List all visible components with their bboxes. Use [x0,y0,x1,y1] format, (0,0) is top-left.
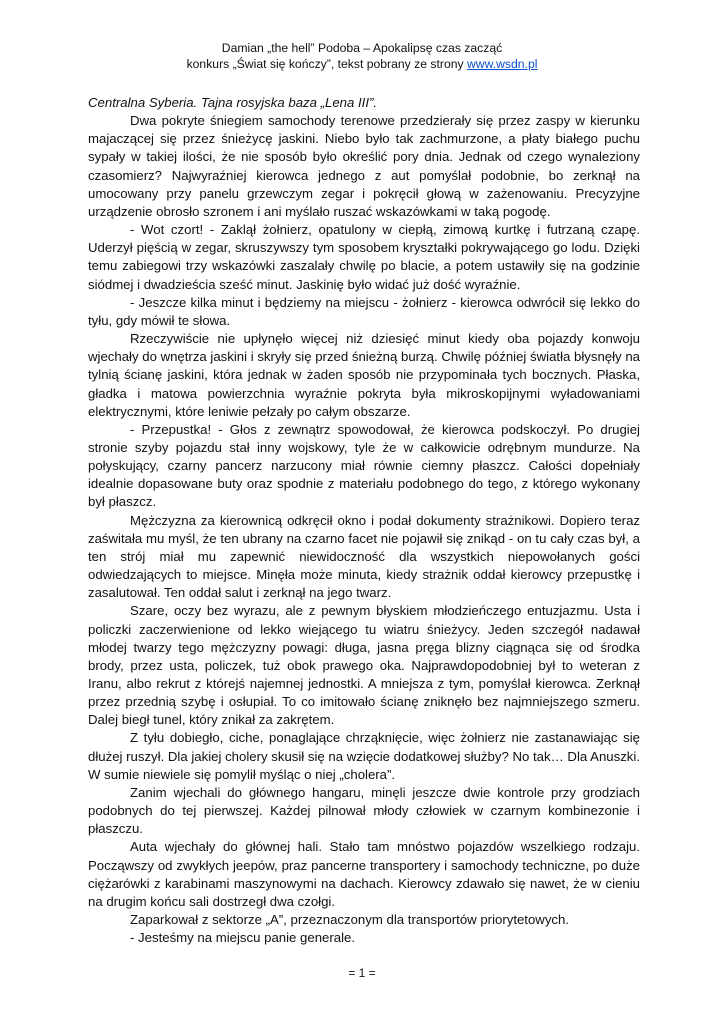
source-link[interactable]: www.wsdn.pl [466,57,538,71]
header-source-text: konkurs „Świat się kończy”, tekst pobrany ze strony [186,57,467,71]
page-number: = 1 = [348,966,376,980]
header-author-title: Damian „the hell” Podoba – Apokalipsę czas zacząć [221,41,503,55]
page-header [0,40,724,72]
paragraph: Rzeczywiście nie upłynęło więcej niż dziesięć minut kiedy oba pojazdy konwoju wjechały do wnętrza jaskini i skryły się przed śnieżną burzą. Chwilę później światła błysnęły na tylnią ścianę jaskini, która jednak w żaden sposób nie przypominała tych bocznych. Płaska, gładka i matowa powierzchnia wyraźnie pokryta była mikroskopijnymi wyładowaniami elektrycznymi, które leniwie pełzały po całym obszarze. [88,331,640,419]
paragraph: - Jesteśmy na miejscu panie generale. [130,930,356,946]
paragraph: - Przepustka! - Głos z zewnątrz spowodował, że kierowca podskoczył. Po drugiej stronie szyby pojazdu stał inny wojskowy, tyle że w całkowicie odrębnym mundurze. Na połyskujący, czarny pancerz narzucony miał równie ciemny płaszcz. Całości dopełniały idealnie dopasowane buty oraz spodnie z materiału podobnego do tego, z którego wykonany był płaszcz. [88,421,640,510]
paragraph: Zanim wjechali do głównego hangaru, minęli jeszcze dwie kontrole przy grodziach podobnych do tej pierwszej. Każdej pilnował młody człowiek w czarnym kombinezonie i płaszczu. [88,784,640,837]
header-source-line [0,56,724,72]
paragraph: Zaparkował z sektorze „A”, przeznaczonym dla transportów priorytetowych. [130,912,570,928]
story-location-heading: Centralna Syberia. Tajna rosyjska baza „Lena III”. [88,95,378,110]
paragraph: Auta wjechały do głównej hali. Stało tam mnóstwo pojazdów wszelkiego rodzaju. Począwszy od zwykłych jeepów, praz pancerne transportery i samochody techniczne, po duże ciężarówki z karabinami maszynowymi na dachach. Kierowcy zdawało się nawet, że w cieniu na drugim końcu sali dostrzegł dwa czołgi. [88,839,640,909]
paragraph: Z tyłu dobiegło, ciche, ponaglające chrząknięcie, więc żołnierz nie zastanawiając się dłużej ruszył. Dla jakiej cholery skusił się na wzięcie dodatkowej służby? No tak… Dla Anuszki. W sumie niewiele się pomylił myśląc o niej „cholera”. [88,730,640,782]
paragraph: Dwa pokryte śniegiem samochody terenowe przedzierały się przez zaspy w kierunku majaczącej się przez śnieżycę jaskini. Niebo było tak zachmurzone, a płaty białego puchu sypały w takiej ilości, że nie sposób było określić pory dnia. Jednak od czego wynaleziony czasomierz? Najwyraźniej kierowca jednego z aut pomyślał podobnie, bo zerknął na umocowany przy panelu grzewczym zegar i pokręcił głową w zażenowaniu. Precyzyjne urządzenie obrosło szronem i ani myślało ruszać wskazówkami w taką pogodę. [88,113,640,219]
paragraph: - Wot czort! - Zaklął żołnierz, opatulony w ciepłą, zimową kurtkę i futrzaną czapę. Uderzył pięścią w zegar, skruszywszy tym sposobem kryształki pokrywającego go lodu. Dzięki temu zabiegowi trzy wskazówki zaszalały chwilę po blacie, a potem ustawiły się na godzinie siódmej i dwadzieścia sześć minut. Jaskinię było widać już dość wyraźnie. [88,222,640,292]
story-text [88,94,640,947]
paragraph: - Jeszcze kilka minut i będziemy na miejscu - żołnierz - kierowca odwrócił się lekko do tyłu, gdy mówił te słowa. [88,294,640,328]
paragraph: Szare, oczy bez wyrazu, ale z pewnym błyskiem młodzieńczego entuzjazmu. Usta i policzki zaczerwienione od lekko wiejącego tu wiatru śnieżycy. Jeden szczegół nadawał młodej twarzy tego mężczyzny powagi: długa, jasna pręga blizny ciągnąca się od środka brody, przez usta, policzek, tuż obok prawego oka. Najprawdopodobniej był to weteran z Iranu, albo rekrut z którejś najemnej jednostki. A mniejsza z tym, pomyślał kierowca. Zerknął przez przednią szybę i osłupiał. To co imitowało ścianę zniknęło bez najmniejszego szmeru. Dalej biegł tunel, który znikał za zakrętem. [88,603,640,728]
paragraph: Mężczyzna za kierownicą odkręcił okno i podał dokumenty strażnikowi. Dopiero teraz zaświtała mu myśl, że ten ubrany na czarno facet nie pojawił się znikąd - on tu cały czas był, a ten strój miał mu zapewnić niewidoczność dla wszystkich niepowołanych gości odwiedzających to miejsce. Minęła może minuta, kiedy strażnik oddał kierowcy przepustkę i zasalutował. Ten oddał salut i zerknął na jego twarz. [88,512,640,601]
